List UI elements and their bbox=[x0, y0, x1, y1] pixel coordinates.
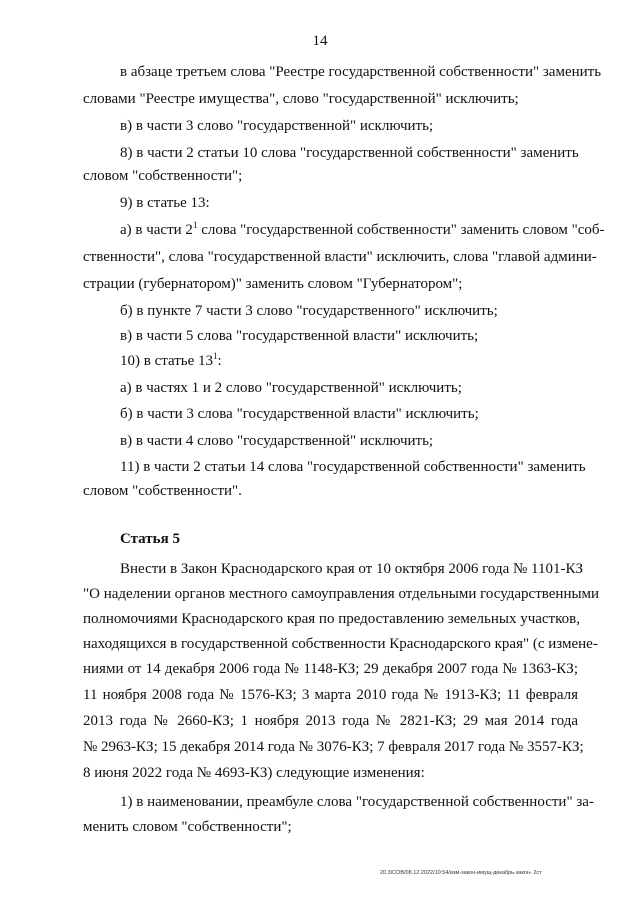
paragraph-line: б) в пункте 7 части 3 слово "государственного" исключить; bbox=[120, 303, 498, 319]
article-heading: Статья 5 bbox=[120, 531, 180, 547]
article-line: 1) в наименовании, преамбуле слова "государственной собственности" за- bbox=[120, 794, 594, 810]
text-fragment: а) в части 2 bbox=[120, 222, 193, 238]
article-line: ниями от 14 декабря 2006 года № 1148-КЗ; 29 декабря 2007 года № 1363-КЗ; bbox=[83, 661, 578, 677]
paragraph-line: а) в частях 1 и 2 слово "государственной" исключить; bbox=[120, 380, 462, 396]
paragraph-line: в) в части 5 слова "государственной власти" исключить; bbox=[120, 328, 479, 344]
article-line: 8 июня 2022 года № 4693-КЗ) следующие изменения: bbox=[83, 765, 425, 781]
paragraph-line: в) в части 4 слово "государственной" исключить; bbox=[120, 433, 434, 449]
paragraph-line: 11) в части 2 статьи 14 слова "государственной собственности" заменить bbox=[120, 459, 586, 475]
document-footer-code: 20.3/СОВ/08.12.2022/10:54/изм-закон-имущ-декабрь-закон- 2ст bbox=[380, 870, 542, 876]
paragraph-line: в) в части 3 слово "государственной" исключить; bbox=[120, 118, 434, 134]
superscript: 1 bbox=[192, 220, 198, 230]
text-fragment: слова "государственной собственности" заменить словом "соб- bbox=[197, 222, 605, 238]
paragraph-line: б) в части 3 слова "государственной власти" исключить; bbox=[120, 406, 479, 422]
article-line: № 2963-КЗ; 15 декабря 2014 года № 3076-КЗ; 7 февраля 2017 года № 3557-КЗ; bbox=[83, 739, 584, 755]
article-line: 11 ноября 2008 года № 1576-КЗ; 3 марта 2010 года № 1913-КЗ; 11 февраля bbox=[83, 687, 578, 703]
paragraph-line: 9) в статье 13: bbox=[120, 195, 210, 211]
article-line: 2013 года № 2660-КЗ; 1 ноября 2013 года № 2821-КЗ; 29 мая 2014 года bbox=[83, 713, 578, 729]
article-line: менить словом "собственности"; bbox=[83, 819, 292, 835]
paragraph-line: словом "собственности". bbox=[83, 483, 242, 499]
paragraph-line: 8) в части 2 статьи 10 слова "государственной собственности" заменить bbox=[120, 145, 579, 161]
paragraph-line-with-superscript bbox=[120, 220, 605, 239]
paragraph-line: словами "Реестре имущества", слово "государственной" исключить; bbox=[83, 91, 519, 107]
article-line: полномочиями Краснодарского края по предоставлению земельных участков, bbox=[83, 611, 580, 627]
article-line: "О наделении органов местного самоуправления отдельными государственными bbox=[83, 586, 600, 602]
article-line: находящихся в государственной собственности Краснодарского края" (с измене- bbox=[83, 636, 598, 652]
paragraph-line-with-superscript bbox=[120, 352, 222, 370]
text-fragment: : bbox=[217, 353, 222, 369]
paragraph-line: словом "собственности"; bbox=[83, 168, 243, 184]
page-number: 14 bbox=[312, 33, 328, 49]
text-fragment: 10) в статье 13 bbox=[120, 353, 214, 369]
article-line: Внести в Закон Краснодарского края от 10 октября 2006 года № 1101-КЗ bbox=[120, 561, 584, 577]
superscript: 1 bbox=[213, 351, 218, 361]
paragraph-line: в абзаце третьем слова "Реестре государственной собственности" заменить bbox=[120, 64, 602, 80]
paragraph-line: ственности", слова "государственной власти" исключить, слова "главой админи- bbox=[83, 249, 597, 265]
paragraph-line: страции (губернатором)" заменить словом "Губернатором"; bbox=[83, 276, 463, 292]
